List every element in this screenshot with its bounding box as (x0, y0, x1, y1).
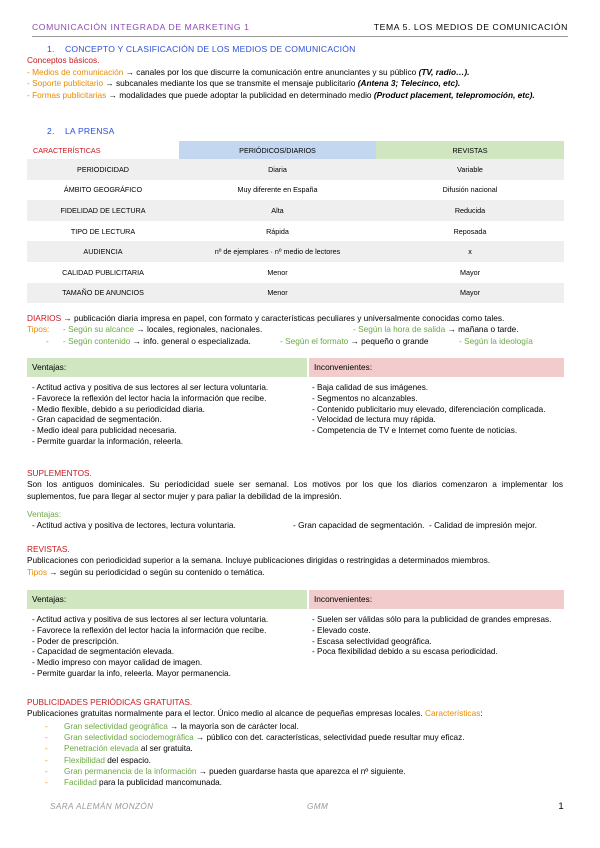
gratuitas-text: Publicaciones gratuitas normalmente para el lector. Único medio al alcance de pequeñas empresas locales. Características: (27, 708, 483, 719)
list-item: - Medio impreso con mayor calidad de imagen. (32, 658, 203, 668)
footer-author: SARA ALEMÁN MONZÓN (50, 802, 154, 811)
suplementos-block (27, 468, 563, 502)
section-2-number: 2. (47, 126, 55, 136)
table-cell: Rápida (266, 226, 289, 236)
list-item: - Escasa selectividad geográfica. (312, 636, 432, 646)
characteristic-text: al ser gratuita. (138, 744, 193, 754)
revistas-ventajas-list (32, 615, 304, 680)
suplementos-ventaja-1: - Actitud activa y positiva de lectores, lectura voluntaria. (32, 520, 236, 531)
list-item: - Actitud activa y positiva de sus lectores al ser lectura voluntaria. (32, 383, 269, 392)
page-number: 1 (558, 801, 564, 812)
diarios-types-line-1 (27, 324, 563, 335)
list-item: - Elevado coste. (312, 625, 371, 635)
diarios-ventajas-list (32, 383, 300, 448)
header-course-title: COMUNICACIÓN INTEGRADA DE MARKETING 1 (32, 22, 250, 32)
table-row (27, 241, 564, 262)
section-1 (27, 44, 563, 101)
characteristic-term: Facilidad (64, 778, 97, 788)
list-item (45, 721, 555, 732)
gratuitas-title: PUBLICIDADES PERIÓDICAS GRATUITAS. (27, 697, 193, 707)
list-item: - Poca flexibilidad debido a su escasa periodicidad. (312, 647, 498, 657)
press-comparison-table (27, 141, 564, 303)
table-cell: ÁMBITO GEOGRÁFICO (63, 185, 143, 195)
diarios-term: DIARIOS (27, 313, 62, 323)
list-item (45, 755, 555, 766)
list-item: - Permite guardar la info, releerla. Mayor permanencia. (32, 668, 231, 678)
table-header-cell: CARACTERÍSTICAS (33, 145, 101, 155)
revistas-pros-cons-header (27, 590, 564, 609)
table-cell: Difusión nacional (442, 185, 498, 195)
table-cell: FIDELIDAD DE LECTURA (27, 200, 179, 221)
table-cell: Menor (179, 283, 376, 304)
table-cell: TAMAÑO DE ANUNCIOS (27, 283, 179, 304)
revistas-text: Publicaciones con periodicidad superior a la semana. Incluye publicaciones dirigidas o restringidas a determinados miembros. (27, 555, 491, 566)
revistas-inconvenientes-list (312, 615, 562, 658)
diarios-pros-cons-header (27, 358, 564, 377)
type-formato: - Según el formato → pequeño o grande (280, 335, 429, 346)
concept-medios: - Medios de comunicación → canales por los que discurre la comunicación entre anunciantes y su público (TV, radio…). (27, 66, 470, 77)
table-cell: Menor (267, 267, 288, 277)
table-row (27, 200, 564, 221)
revistas-types: Tipos → según su periodicidad o según su contenido o temática. (27, 566, 265, 577)
table-header-cell: REVISTAS (376, 141, 564, 159)
list-item: - Gran capacidad de segmentación. (32, 415, 162, 425)
list-item: - Capacidad de segmentación elevada. (32, 647, 175, 657)
suplementos-ventajas (27, 509, 563, 532)
table-cell: AUDIENCIA (27, 241, 179, 262)
diarios-ventajas-label: Ventajas: (27, 358, 307, 377)
list-item (45, 766, 555, 777)
suplementos-title: SUPLEMENTOS. (27, 468, 92, 478)
diarios-inconvenientes-label: Inconvenientes: (309, 358, 564, 377)
list-item: - Contenido publicitario muy elevado, diferenciación complicada. (312, 404, 546, 414)
gratuitas-characteristics-list (45, 721, 555, 788)
characteristic-term: Gran selectividad sociodemográfica (64, 733, 194, 743)
suplementos-ventajas-label: Ventajas: (27, 509, 62, 519)
section-1-number: 1. (47, 44, 55, 54)
characteristic-term: Penetración elevada (64, 744, 139, 754)
table-cell: Diaria (179, 159, 376, 180)
list-item (45, 743, 555, 754)
list-item: - Medio flexible, debido a su periodicidad diaria. (32, 404, 205, 414)
revistas-block (27, 544, 563, 578)
table-cell: Muy diferente en España (237, 185, 318, 195)
type-contenido: - Según contenido → info. general o especializada. (63, 335, 251, 346)
table-cell: Reposada (453, 226, 487, 236)
list-item: - Medio ideal para publicidad necesaria. (32, 426, 177, 436)
list-item (45, 777, 555, 788)
section-2 (27, 126, 563, 137)
table-cell: x (376, 241, 564, 262)
table-cell: Variable (376, 159, 564, 180)
list-item (45, 732, 555, 743)
basic-concepts-subtitle: Conceptos básicos. (27, 55, 100, 66)
suplementos-text: Son los antiguos dominicales. Su periodicidad suele ser semanal. Los motivos por los que los diarios comenzaron a implementar los suplementos, fue para llegar al sector mujer y para paliar la debilidad de la impresión. (27, 479, 563, 501)
revistas-title: REVISTAS. (27, 544, 70, 554)
table-cell: Mayor (460, 267, 480, 277)
type-alcance: - Según su alcance → locales, regionales, nacionales. (63, 324, 263, 335)
table-cell: PERIODICIDAD (27, 159, 179, 180)
list-item: - Favorece la reflexión del lector hacia la información que recibe. (32, 625, 267, 635)
type-hora-salida: - Según la hora de salida → mañana o tarde. (353, 324, 519, 335)
list-item: - Segmentos no alcanzables. (312, 393, 418, 403)
diarios-block (27, 313, 563, 347)
table-cell: Mayor (376, 283, 564, 304)
list-item: - Poder de prescripción. (32, 636, 119, 646)
characteristic-text: → pueden guardarse hasta que aparezca el nº siguiente. (196, 766, 406, 776)
table-row (27, 283, 564, 304)
characteristic-text: → público con det. características, selectividad puede resultar muy eficaz. (193, 733, 465, 743)
table-header-cell: PERIÓDICOS/DIARIOS (179, 141, 376, 159)
section-1-title: CONCEPTO Y CLASIFICACIÓN DE LOS MEDIOS DE COMUNICACIÓN (64, 44, 356, 54)
characteristic-term: Flexibilidad (64, 755, 105, 765)
concept-soporte: - Soporte publicitario → subcanales mediante los que se transmite el mensaje publicitario (Antena 3; Telecinco, etc). (27, 78, 461, 89)
list-item: - Baja calidad de sus imágenes. (312, 383, 429, 392)
characteristic-text: → la mayoría son de carácter local. (167, 722, 299, 731)
section-2-heading (27, 126, 563, 137)
table-header-row (27, 141, 564, 159)
characteristic-term: Gran permanencia de la información (64, 766, 197, 776)
table-cell: CALIDAD PUBLICITARIA (62, 267, 144, 277)
list-item: - Velocidad de lectura muy rápida. (312, 415, 436, 425)
type-ideologia: - Según la ideología (459, 335, 533, 346)
section-2-title: LA PRENSA (64, 126, 115, 136)
gratuitas-block (27, 697, 563, 720)
table-row (27, 262, 564, 283)
diarios-definition: → publicación diaria impresa en papel, con formato y características peculiares y universalmente conocidas como tales. (61, 313, 505, 323)
page-footer (50, 802, 564, 816)
header-divider (32, 36, 568, 37)
table-cell: Reducida (376, 200, 564, 221)
suplementos-ventaja-3: - Calidad de impresión mejor. (429, 520, 537, 531)
list-item: - Competencia de TV e Internet como fuente de noticias. (312, 426, 518, 436)
list-item: - Permite guardar la información, releerla. (32, 436, 184, 446)
characteristic-term: Gran selectividad geográfica (64, 722, 168, 731)
section-1-heading (27, 44, 563, 55)
concept-formas: - Formas publicitarias → modalidades que puede adoptar la publicidad en determinado medio (Product placement, telepromoción, etc). (27, 89, 535, 100)
list-item: - Actitud activa y positiva de sus lectores al ser lectura voluntaria. (32, 615, 269, 624)
list-item: - Favorece la reflexión del lector hacia la información que recibe. (32, 393, 267, 403)
diarios-types-line-2: - - Según contenido → info. general o especializada. - Según el formato → pequeño o grande - Según la ideología (46, 335, 533, 346)
table-cell: TIPO DE LECTURA (70, 226, 136, 236)
table-row (27, 221, 564, 242)
revistas-inconvenientes-label: Inconvenientes: (309, 590, 564, 609)
table-row (27, 159, 564, 180)
characteristic-text: del espacio. (104, 755, 151, 765)
diarios-inconvenientes-list (312, 383, 560, 437)
table-row (27, 180, 564, 201)
characteristic-text: para la publicidad mancomunada. (96, 778, 222, 788)
table-cell: nº de ejemplares · nº medio de lectores (179, 241, 376, 262)
suplementos-ventaja-2: - Gran capacidad de segmentación. (293, 520, 425, 531)
revistas-ventajas-label: Ventajas: (27, 590, 307, 609)
diarios-types-label: Tipos: (27, 324, 50, 335)
header-topic-title: TEMA 5. LOS MEDIOS DE COMUNICACIÓN (373, 22, 568, 32)
footer-center: GMM (307, 802, 329, 811)
list-item: - Suelen ser válidas sólo para la publicidad de grandes empresas. (312, 615, 552, 624)
table-cell: Alta (179, 200, 376, 221)
